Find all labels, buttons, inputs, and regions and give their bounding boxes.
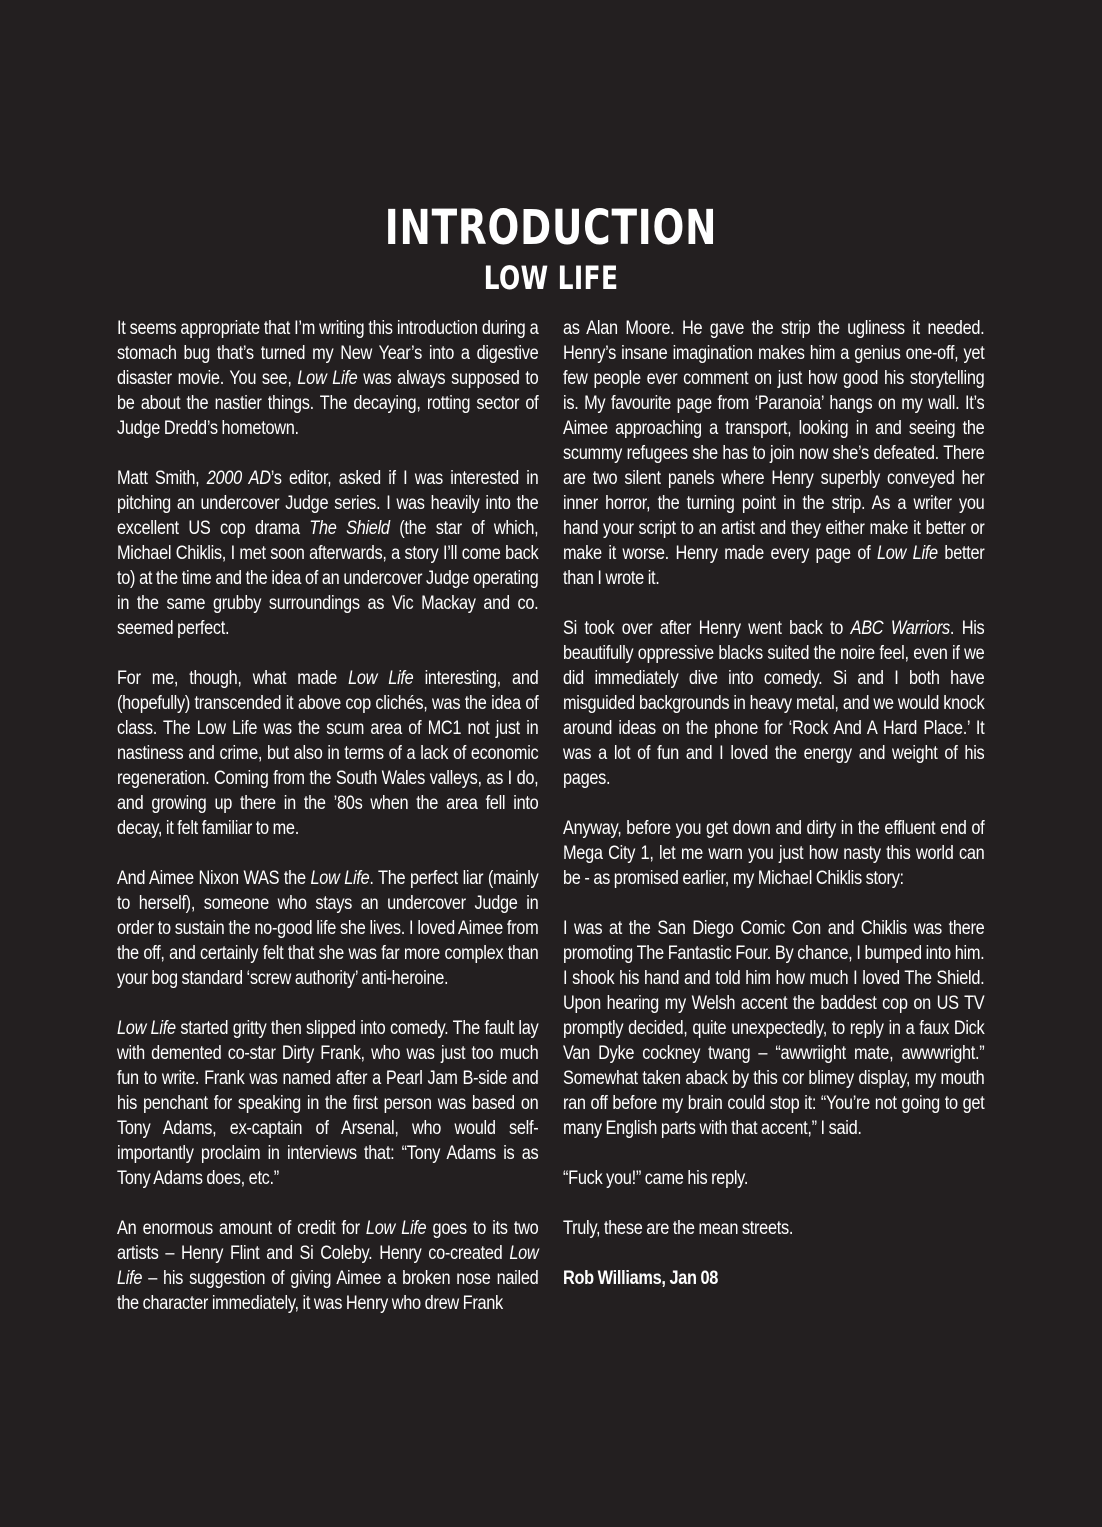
left-column	[117, 316, 539, 1341]
paragraph-11: “Fuck you!” came his reply.	[563, 1168, 749, 1189]
paragraph-2: Matt Smith, 2000 AD’s editor, asked if I was interested in pitching an undercover Judge series. I was heavily into the excellent US cop drama The Shield (the star of which, Michael Chiklis, I met soon afterwards, a story I’ll come back to) at the time and the idea of an undercover Judge operating in the same grubby surroundings as Vic Mackay and co. seemed perfect.	[117, 468, 539, 639]
paragraph-10: I was at the San Diego Comic Con and Chiklis was there promoting The Fantastic Four. By chance, I bumped into him. I shook his hand and told him how much I loved The Shield. Upon hearing my Welsh accent the baddest cop on US TV promptly decided, quite unexpectedly, to reply in a faux Dick Van Dyke cockney twang – “awwriight mate, awwwright.” Somewhat taken aback by this cor blimey display, my mouth ran off before my brain could stop it: “You’re not going to get many English parts with that accent,” I said.	[563, 918, 985, 1139]
paragraph-7: as Alan Moore. He gave the strip the ugliness it needed. Henry’s insane imagination makes him a genius one-off, yet few people ever comment on just how good his storytelling is. My favourite page from ‘Paranoia’ hangs on my wall. It’s Aimee approaching a transport, looking in and seeing the scummy refugees she has to join now she’s defeated. There are two silent panels where Henry superbly conveyed her inner horror, the turning point in the strip. As a writer you hand your script to an artist and they either make it better or make it worse. Henry made every page of Low Life better than I wrote it.	[563, 318, 985, 589]
paragraph-3: For me, though, what made Low Life interesting, and (hopefully) transcended it above cop clichés, was the idea of class. The Low Life was the scum area of MC1 not just in nastiness and crime, but also in terms of a lack of economic regeneration. Coming from the South Wales valleys, as I do, and growing up there in the ’80s when the area fell into decay, it felt familiar to me.	[117, 668, 539, 839]
paragraph-1: It seems appropriate that I’m writing this introduction during a stomach bug that’s turned my New Year’s into a digestive disaster movie. You see, Low Life was always supposed to be about the nastier things. The decaying, rotting sector of Judge Dredd’s hometown.	[117, 318, 539, 439]
page-subtitle: LOW LIFE	[483, 259, 619, 297]
right-column	[563, 316, 985, 1316]
paragraph-5: Low Life started gritty then slipped into comedy. The fault lay with demented co-star Dirty Frank, who was just too much fun to write. Frank was named after a Pearl Jam B-side and his penchant for speaking in the first person was based on Tony Adams, ex-captain of Arsenal, who would self-importantly proclaim in interviews that: “Tony Adams is as Tony Adams does, etc.”	[117, 1018, 539, 1189]
paragraph-9: Anyway, before you get down and dirty in the effluent end of Mega City 1, let me warn you just how nasty this world can be - as promised earlier, my Michael Chiklis story:	[563, 818, 985, 889]
paragraph-6: An enormous amount of credit for Low Life goes to its two artists – Henry Flint and Si Coleby. Henry co-created Low Life – his suggestion of giving Aimee a broken nose nailed the character immediately, it was Henry who drew Frank	[117, 1218, 539, 1314]
signature: Rob Williams, Jan 08	[563, 1268, 719, 1289]
paragraph-12: Truly, these are the mean streets.	[563, 1218, 794, 1239]
paragraph-4: And Aimee Nixon WAS the Low Life. The perfect liar (mainly to herself), someone who stays an undercover Judge in order to sustain the no-good life she lives. I loved Aimee from the off, and certainly felt that she was far more complex than your bog standard ‘screw authority’ anti-heroine.	[117, 868, 539, 989]
paragraph-8: Si took over after Henry went back to ABC Warriors. His beautifully oppressive blacks suited the noire feel, even if we did immediately dive into comedy. Si and I both have misguided backgrounds in heavy metal, and we would knock around ideas on the phone for ‘Rock And A Hard Place.’ It was a lot of fun and I loved the energy and weight of his pages.	[563, 618, 985, 789]
page-title: INTRODUCTION	[384, 200, 718, 256]
